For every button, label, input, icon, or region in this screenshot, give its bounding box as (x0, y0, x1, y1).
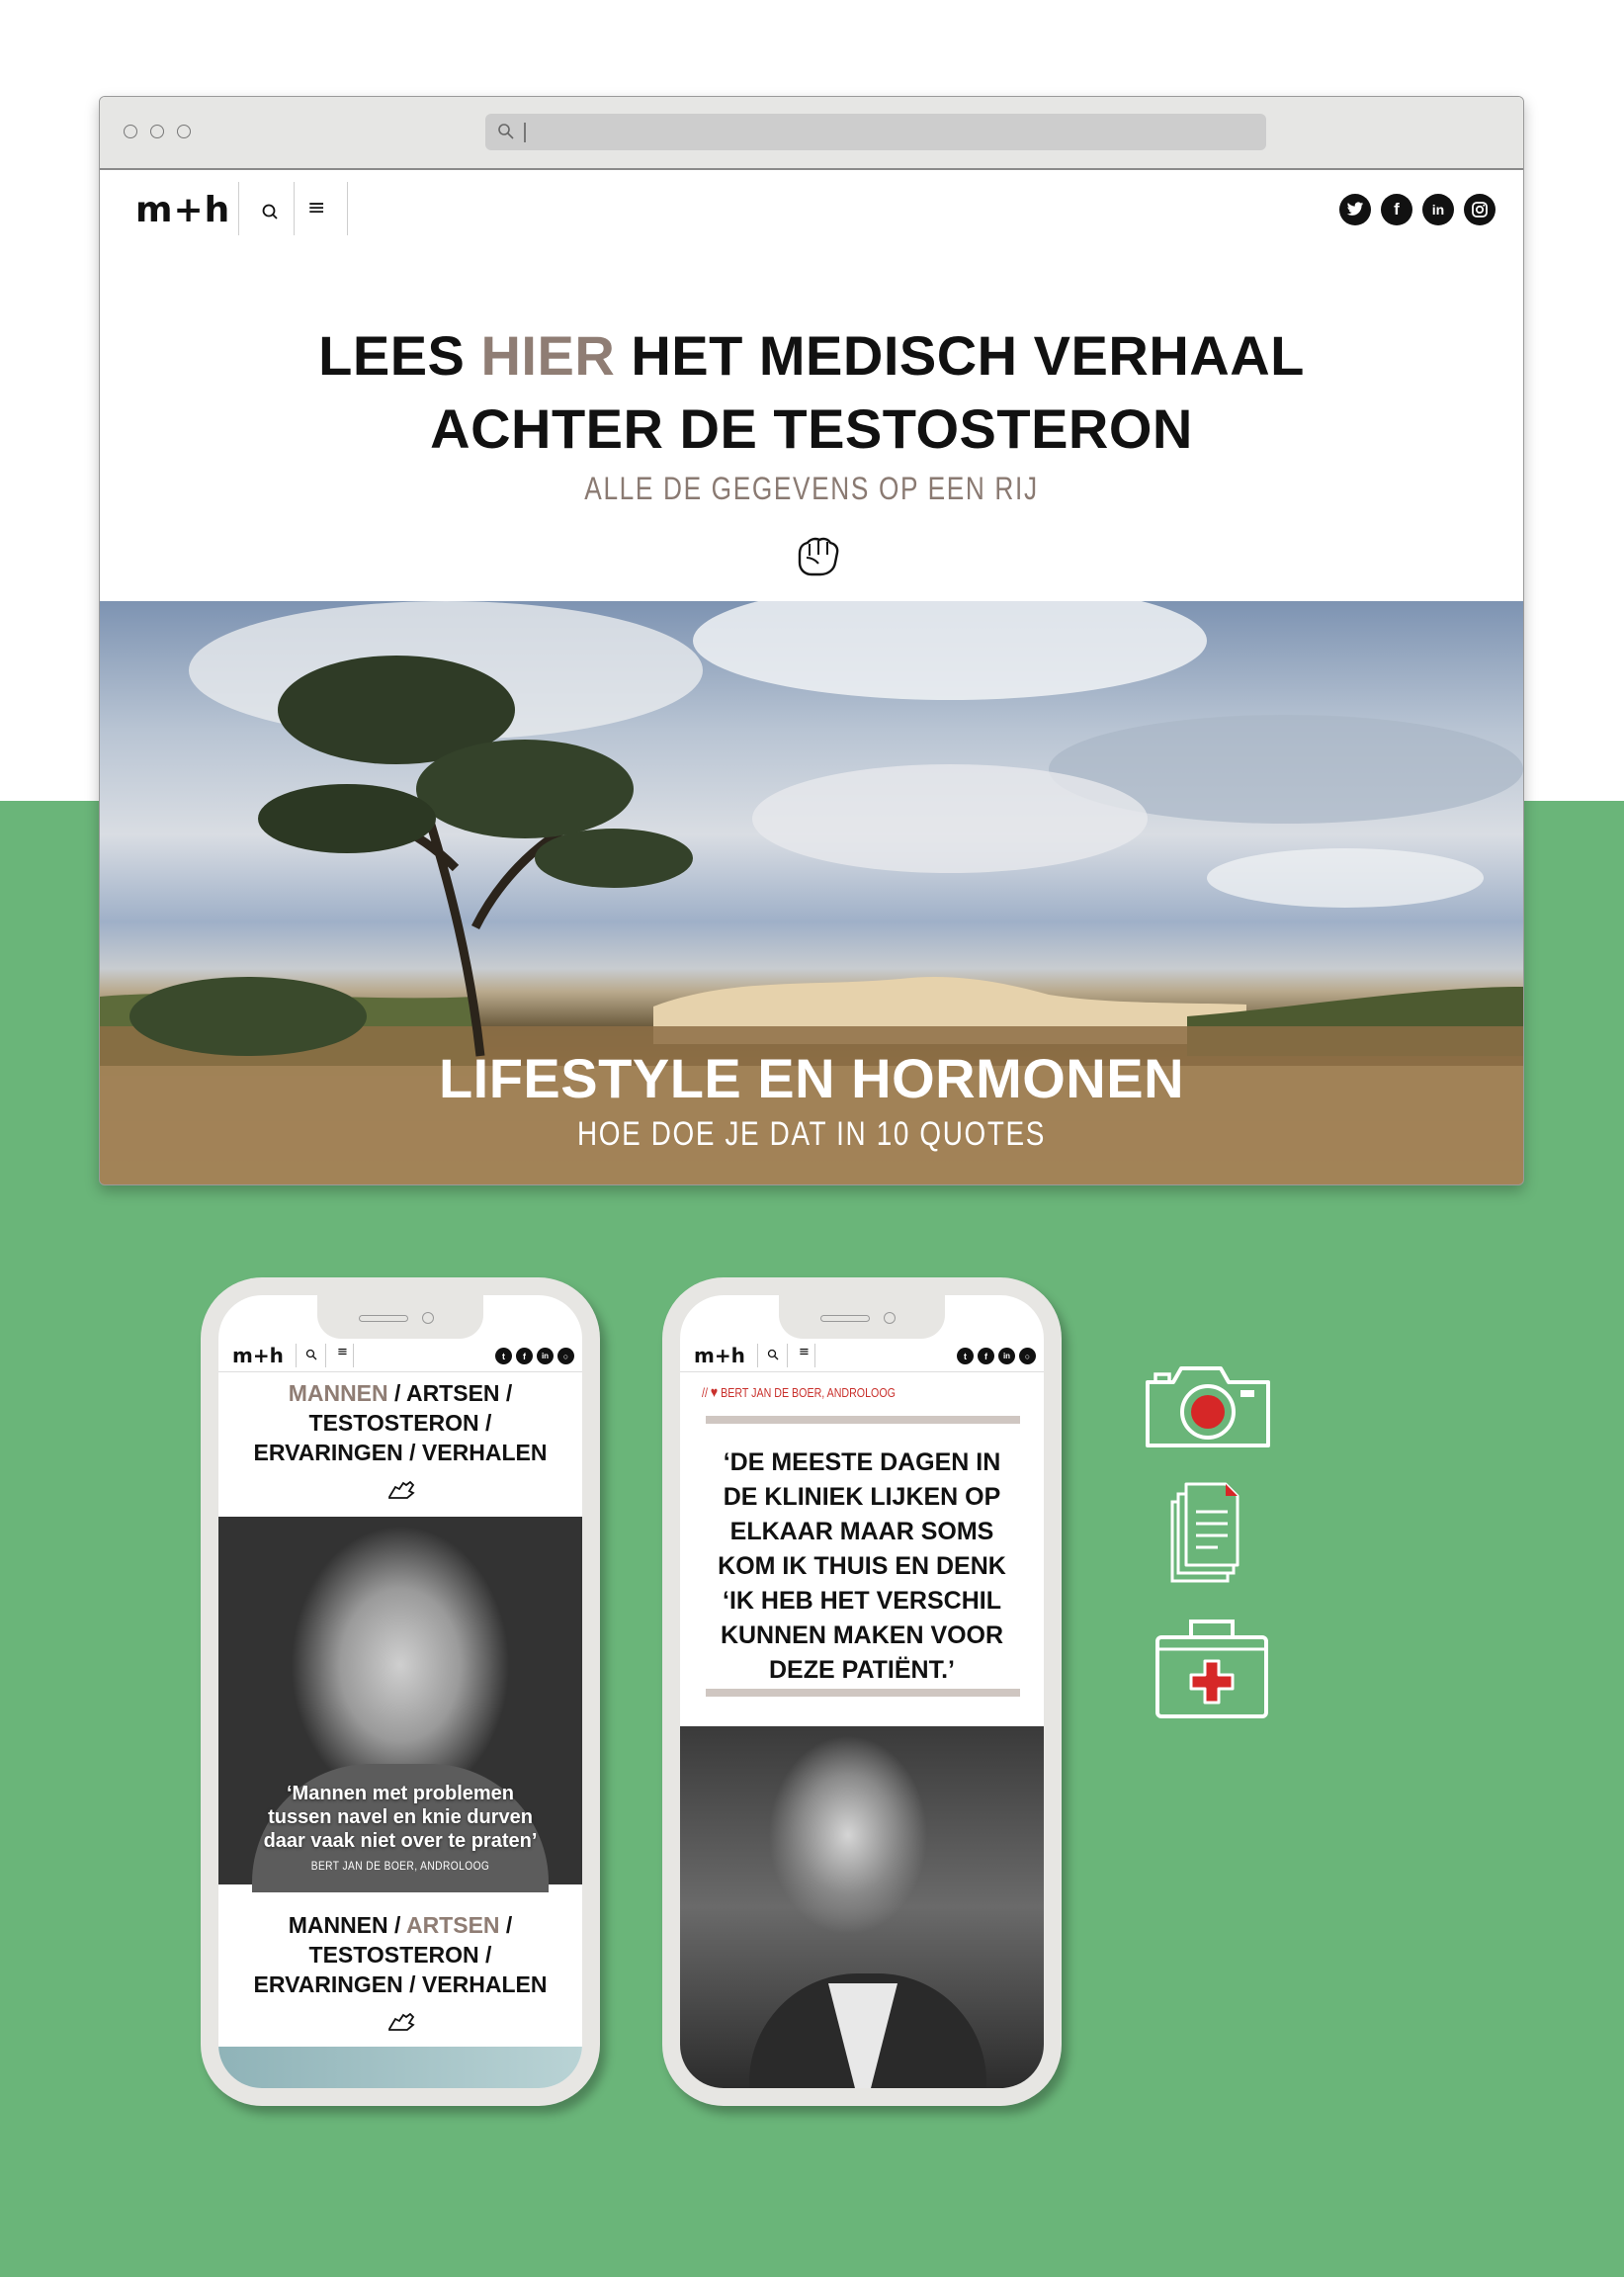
category-link-mannen[interactable]: MANNEN / (288, 1912, 406, 1938)
first-aid-kit-icon (1154, 1616, 1270, 1720)
instagram-icon[interactable]: ○ (1019, 1348, 1036, 1364)
next-image-preview[interactable] (218, 2047, 582, 2088)
quote-author: BERT JAN DE BOER, ANDROLOOG (310, 1859, 490, 1873)
mobile-header (680, 1340, 1044, 1372)
front-camera-icon (884, 1312, 896, 1324)
nav-divider (787, 1344, 788, 1367)
heart-icon: ♥ (710, 1384, 719, 1401)
author-byline (702, 1384, 896, 1401)
nav-divider (238, 182, 239, 235)
phone-notch (317, 1295, 483, 1339)
hero-subtitle: HOE DOE JE DAT IN 10 QUOTES (577, 1115, 1046, 1153)
pull-quote (690, 1445, 1034, 1688)
category-link-ervaringen-verhalen[interactable]: ERVARINGEN / VERHALEN (253, 1971, 548, 1997)
hand-icon (386, 2013, 416, 2033)
quote-line: ‘Mannen met problemen (286, 1783, 515, 1804)
mobile-header (218, 1340, 582, 1372)
speaker-icon (820, 1315, 870, 1322)
site-header (100, 170, 1523, 259)
nav-divider (757, 1344, 758, 1367)
instagram-icon[interactable]: ○ (557, 1348, 574, 1364)
search-icon[interactable] (767, 1349, 779, 1360)
hero-banner[interactable] (100, 601, 1523, 1184)
page-subheadline: ALLE DE GEGEVENS OP EEN RIJ (584, 471, 1039, 506)
camera-icon (1144, 1362, 1272, 1449)
social-links (1339, 194, 1496, 225)
address-bar[interactable] (485, 114, 1266, 150)
instagram-icon[interactable] (1464, 194, 1496, 225)
category-link-ervaringen-verhalen[interactable]: ERVARINGEN / VERHALEN (253, 1440, 548, 1465)
search-icon[interactable] (258, 198, 284, 223)
quote-line: ‘IK HEB HET VERSCHIL (723, 1587, 1001, 1615)
nav-divider (347, 182, 348, 235)
nav-divider (325, 1344, 326, 1367)
category-nav (218, 1378, 582, 1467)
quote-line: ELKAAR MAAR SOMS (729, 1518, 994, 1545)
phone-mockup-2 (662, 1277, 1062, 2106)
category-link-mannen[interactable]: MANNEN (288, 1380, 388, 1406)
nav-divider (353, 1344, 354, 1367)
nav-divider (296, 1344, 297, 1367)
facebook-icon[interactable]: f (978, 1348, 994, 1364)
hero-title: LIFESTYLE EN HORMONEN (438, 1047, 1185, 1109)
fist-icon (790, 532, 845, 581)
quote-line: ‘DE MEESTE DAGEN IN (723, 1448, 1001, 1476)
facebook-icon[interactable]: f (1381, 194, 1412, 225)
headline-text: HET MEDISCH VERHAAL (615, 324, 1305, 387)
quote-line: tussen navel en knie durven (268, 1806, 533, 1828)
menu-icon[interactable]: ≡ (337, 1345, 348, 1359)
site-logo[interactable]: m+h (232, 1344, 284, 1367)
menu-icon[interactable]: ≡ (307, 196, 326, 220)
browser-window (99, 96, 1524, 1185)
portrait-image[interactable] (218, 1517, 582, 1884)
hand-icon (386, 1481, 416, 1501)
twitter-icon[interactable]: t (495, 1348, 512, 1364)
window-control-icon[interactable] (124, 125, 137, 138)
speaker-icon (359, 1315, 408, 1322)
site-logo[interactable]: m+h (135, 190, 231, 230)
quote-line: KUNNEN MAKEN VOOR (720, 1621, 1004, 1649)
quote-line: DEZE PATIËNT.’ (769, 1656, 955, 1684)
text-caret (524, 123, 526, 142)
window-control-icon[interactable] (150, 125, 164, 138)
portrait-quote (218, 1782, 582, 1853)
linkedin-icon[interactable]: in (1422, 194, 1454, 225)
documents-icon (1168, 1478, 1247, 1585)
category-link-testosteron[interactable]: TESTOSTERON / (308, 1410, 492, 1436)
menu-icon[interactable]: ≡ (799, 1345, 810, 1359)
page-headline (100, 319, 1523, 466)
front-camera-icon (422, 1312, 434, 1324)
phone-notch (779, 1295, 945, 1339)
search-icon (497, 123, 515, 140)
category-link-artsen[interactable]: / ARTSEN / (387, 1380, 513, 1406)
category-nav (218, 1910, 582, 1999)
linkedin-icon[interactable]: in (537, 1348, 554, 1364)
phone-screen (680, 1295, 1044, 2088)
byline-text: BERT JAN DE BOER, ANDROLOOG (721, 1385, 896, 1400)
quote-line: daar vaak niet over te praten’ (263, 1830, 538, 1852)
category-separator: / (499, 1912, 513, 1938)
headline-accent-link[interactable]: HIER (480, 324, 616, 387)
window-control-icon[interactable] (177, 125, 191, 138)
headline-line-2: ACHTER DE TESTOSTERON (430, 397, 1193, 460)
facebook-icon[interactable]: f (516, 1348, 533, 1364)
headline-text: LEES (318, 324, 481, 387)
category-link-artsen[interactable]: ARTSEN (405, 1912, 500, 1938)
phone-mockup-1 (201, 1277, 600, 2106)
category-link-testosteron[interactable]: TESTOSTERON / (308, 1942, 492, 1968)
portrait-image[interactable] (680, 1726, 1044, 2088)
social-links (495, 1348, 574, 1364)
browser-chrome (100, 97, 1523, 170)
social-links (957, 1348, 1036, 1364)
quote-line: DE KLINIEK LIJKEN OP (723, 1483, 1001, 1511)
site-logo[interactable]: m+h (694, 1344, 745, 1367)
quote-divider (706, 1416, 1020, 1424)
quote-line: KOM IK THUIS EN DENK (718, 1552, 1006, 1580)
twitter-icon[interactable] (1339, 194, 1371, 225)
nav-divider (294, 182, 295, 235)
phone-screen (218, 1295, 582, 2088)
linkedin-icon[interactable]: in (998, 1348, 1015, 1364)
quote-divider (706, 1689, 1020, 1697)
search-icon[interactable] (305, 1349, 317, 1360)
byline-prefix: // (702, 1385, 708, 1400)
nav-divider (814, 1344, 815, 1367)
twitter-icon[interactable]: t (957, 1348, 974, 1364)
